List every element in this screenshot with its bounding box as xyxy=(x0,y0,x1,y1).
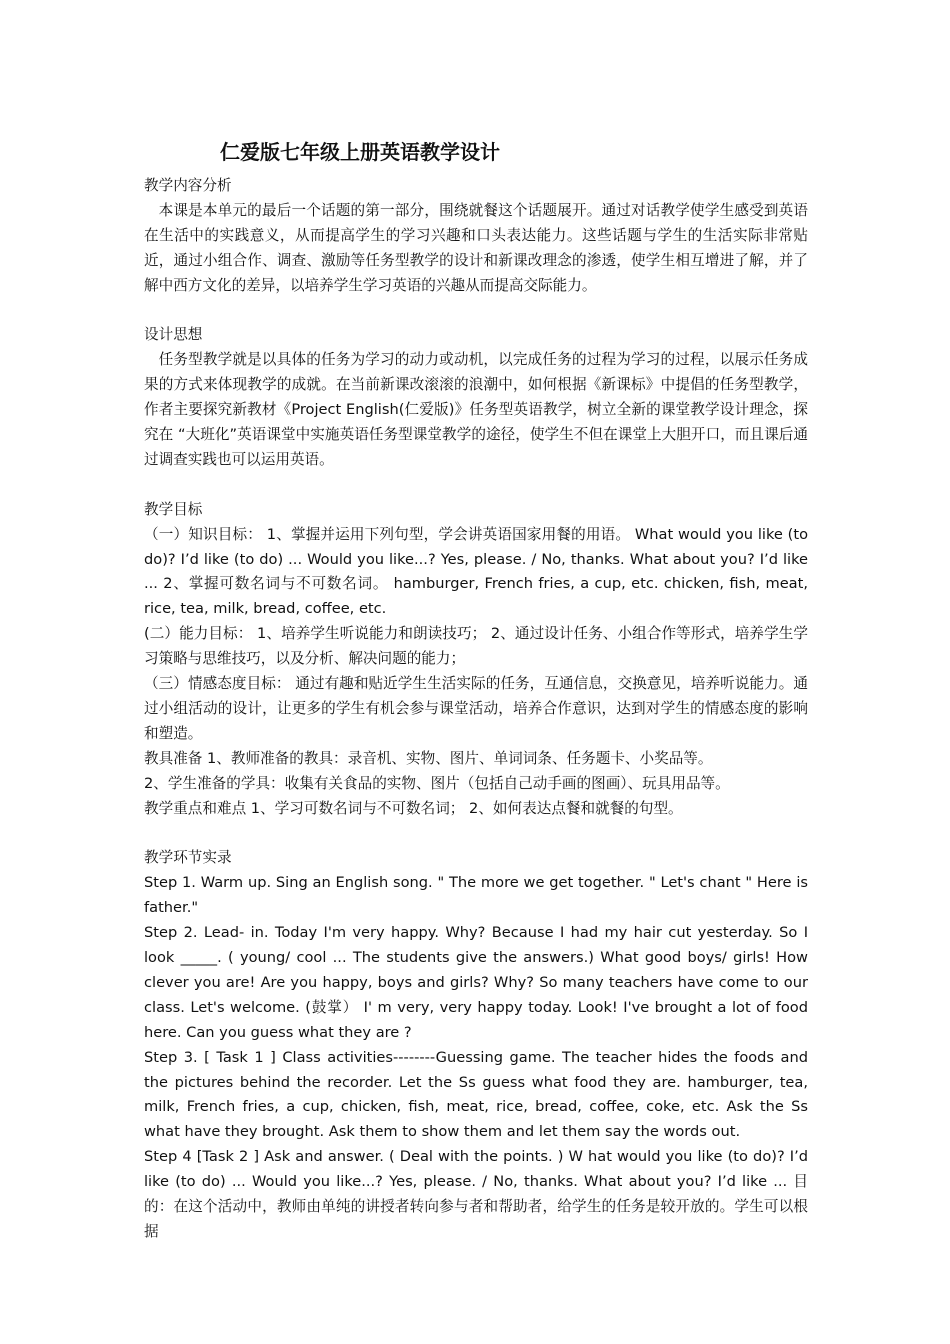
spacer xyxy=(144,473,808,498)
teaching-aids-line-2: 2、学生准备的学具：收集有关食品的实物、图片（包括自己动手画的图画）、玩具用品等。 xyxy=(144,774,730,792)
key-points-line: 教学重点和难点 1、学习可数名词与不可数名词； 2、如何表达点餐和就餐的句型。 xyxy=(144,799,683,817)
procedure-step-3: Step 3. [ Task 1 ] Class activities--------Guessing game. The teacher hides the foods and the pictures behind the recorder. Let the Ss guess what food they are. hamburger, tea, milk, French fries, a cup, chicken, fish, meat, rice, bread, coffee, coke, etc. Ask the Ss what have they brought. Ask them to show them and let them say the words out. xyxy=(144,1048,808,1141)
spacer xyxy=(144,822,808,847)
section-heading-design-idea: 设计思想 xyxy=(144,326,203,344)
procedure-step-4: Step 4 [Task 2 ] Ask and answer. ( Deal with the points. ) W hat would you like (to do)? I’d like (to do) ... Would you like...? Yes, please. / No, thanks. What about you? I’d like ... 目的：在这个活动中，教师由单纯的讲授者转向参与者和帮助者，给学生的任务是较开放的。学生可以根据 xyxy=(144,1148,808,1241)
section-heading-objectives: 教学目标 xyxy=(144,500,203,518)
page-title: 仁爱版七年级上册英语教学设计 xyxy=(220,140,500,164)
procedure-step-1: Step 1. Warm up. Sing an English song. " The more we get together. " Let's chant " Here is father." xyxy=(144,874,808,917)
teaching-aids-line-1: 教具准备 1、教师准备的教具：录音机、实物、图片、单词词条、任务题卡、小奖品等。 xyxy=(144,749,713,767)
content-analysis-paragraph: 本课是本单元的最后一个话题的第一部分，围绕就餐这个话题展开。通过对话教学使学生感受到英语在生活中的实践意义，从而提高学生的学习兴趣和口头表达能力。这些话题与学生的生活实际非常贴近，通过小组合作、调查、激励等任务型教学的设计和新课改理念的渗透，使学生相互增进了解，并了解中西方文化的差异，以培养学生学习英语的兴趣从而提高交际能力。 xyxy=(144,201,808,294)
section-heading-procedure: 教学环节实录 xyxy=(144,849,232,867)
spacer xyxy=(144,299,808,324)
ability-objectives-paragraph: (二）能力目标： 1、培养学生听说能力和朗读技巧； 2、通过设计任务、小组合作等形式，培养学生学习策略与思维技巧，以及分析、解决问题的能力； xyxy=(144,625,808,668)
section-heading-content-analysis: 教学内容分析 xyxy=(144,177,232,194)
attitude-objectives-paragraph: （三）情感态度目标： 通过有趣和贴近学生生活实际的任务，互通信息，交换意见，培养听说能力。通过小组活动的设计，让更多的学生有机会参与课堂活动，培养合作意识，达到对学生的情感态度的影响和塑造。 xyxy=(144,675,808,742)
procedure-step-2: Step 2. Lead- in. Today I'm very happy. Why? Because I had my hair cut yesterday. So I look _____. ( young/ cool ... The students give the answers.) What good boys/ girls! How clever you are! Are you happy, boys and girls? Why? So many teachers have come to our class. Let's welcome. (鼓掌） I' m very, very happy today. Look! I've brought a lot of food here. Can you guess what they are ? xyxy=(144,924,808,1041)
knowledge-objectives-paragraph: （一）知识目标： 1、掌握并运用下列句型，学会讲英语国家用餐的用语。 What would you like (to do)? I’d like (to do) ... Would you like...? Yes, please. / No, thanks. What about you? I’d like ... 2、掌握可数名词与不可数名词。 hamburger, French fries, a cup, etc. chicken, fish, meat, rice, tea, milk, bread, coffee, etc. xyxy=(144,525,808,618)
document-page xyxy=(144,136,808,1245)
design-idea-paragraph: 任务型教学就是以具体的任务为学习的动力或动机，以完成任务的过程为学习的过程，以展示任务成果的方式来体现教学的成就。在当前新课改滚滚的浪潮中，如何根据《新课标》中提倡的任务型教学，作者主要探究新教材《Project English(仁爱版)》任务型英语教学，树立全新的课堂教学设计理念，探究在 “大班化”英语课堂中实施英语任务型课堂教学的途径，使学生不但在课堂上大胆开口，而且课后通过调查实践也可以运用英语。 xyxy=(144,351,808,468)
